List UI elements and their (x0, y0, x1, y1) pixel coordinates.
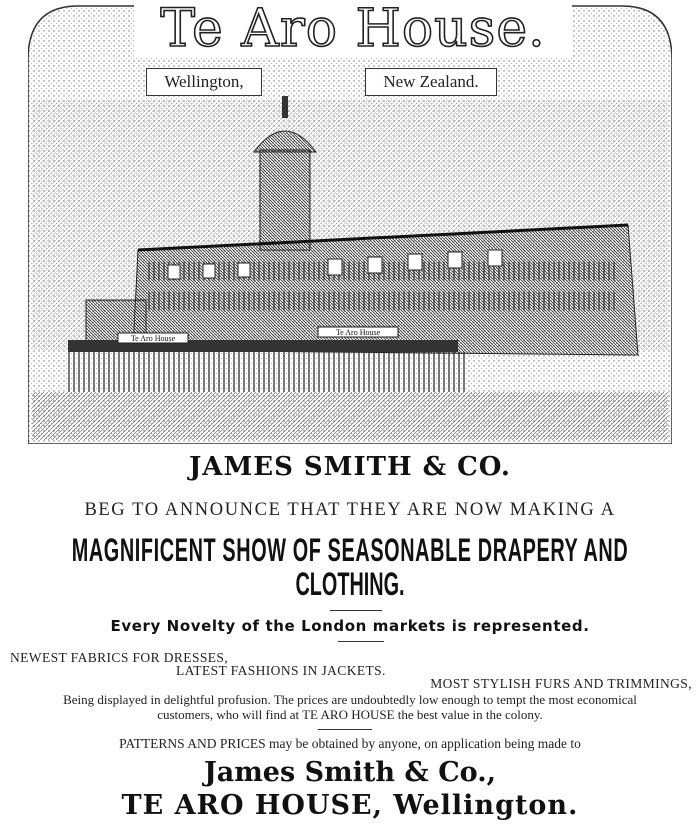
banner-place-left: Wellington, (146, 68, 262, 96)
divider (318, 729, 372, 730)
fabrics-line: NEWEST FABRICS FOR DRESSES, (10, 650, 229, 665)
divider (330, 610, 382, 611)
signature-firm: James Smith & Co., (203, 757, 497, 788)
engraving-illustration (28, 0, 672, 444)
signature-address: TE ARO HOUSE, Wellington. (121, 790, 579, 821)
fashions-line: LATEST FASHIONS IN JACKETS. (176, 663, 386, 678)
patterns-line: PATTERNS AND PRICES may be obtained by anyone, on application being made to (119, 736, 581, 751)
building-sign-left: Te Aro House (130, 334, 176, 343)
banner-place-right: New Zealand. (365, 68, 497, 96)
novelty-line: Every Novelty of the London markets is represented. (110, 617, 590, 635)
divider (338, 641, 384, 642)
banner-title: Te Aro House. (134, 0, 572, 58)
displayed-line: Being displayed in delightful profusion. The prices are undoubtedly low enough to tempt the most economical (63, 692, 637, 707)
firm-name: JAMES SMITH & CO. (189, 452, 511, 482)
announcement: BEG TO ANNOUNCE THAT THEY ARE NOW MAKING A (84, 500, 616, 520)
headline (71, 532, 629, 602)
customers-line: customers, who will find at TE ARO HOUSE the best value in the colony. (157, 707, 543, 722)
headline-line-1: MAGNIFICENT SHOW OF SEASONABLE DRAPERY AND (71, 532, 629, 568)
furs-line: MOST STYLISH FURS AND TRIMMINGS, (430, 676, 692, 691)
building-engraving (28, 0, 672, 444)
building-sign-right: Te Aro House (335, 328, 381, 337)
headline-line-2: CLOTHING. (295, 566, 405, 602)
